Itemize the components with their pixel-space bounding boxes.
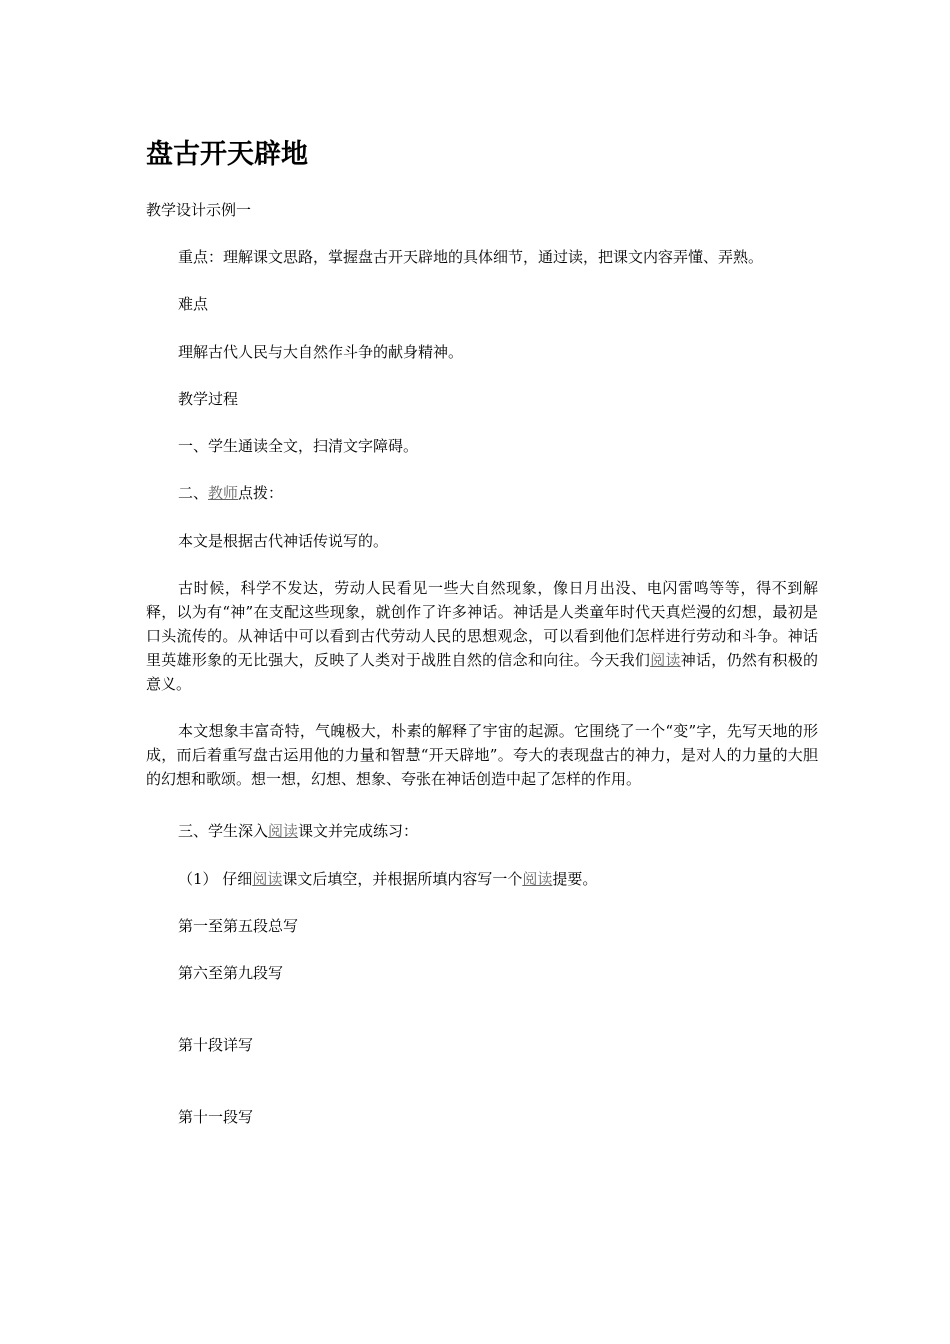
paragraph-1-text: 古时候，科学不发达，劳动人民看见一些大自然现象，像日月出没、电闪雷鸣等等，得不到解释，以为有“神”在支配这些现象，就创作了许多神话。神话是人类童年时代天真烂漫的幻想，最初是口头流传的。从神话中可以看到古代劳动人民的思想观念，可以看到他们怎样进行劳动和斗争。神话里英雄形象的无比强大，反映了人类对于战胜自然的信念和向往。今天我们 <box>146 579 818 669</box>
step-2-suffix: 点拨： <box>238 484 284 502</box>
reading-link[interactable]: 阅读 <box>650 651 681 669</box>
key-point: 重点：理解课文思路，掌握盘古开天辟地的具体细节，通过读，把课文内容弄懂、弄熟。 <box>178 248 764 266</box>
step-2 <box>178 481 283 505</box>
segment-3: 第十段详写 <box>178 1036 254 1054</box>
segment-2: 第六至第九段写 <box>178 964 284 982</box>
difficulty-heading: 难点 <box>178 295 209 313</box>
paragraph-text-analysis: 本文想象丰富奇特，气魄极大，朴素的解释了宇宙的起源。它围绕了一个“变”字，先写天地的形成，而后着重写盘古运用他的力量和智慧“开天辟地”。夸大的表现盘古的神力，是对人的力量的大胆的幻想和歌颂。想一想，幻想、想象、夸张在神话创造中起了怎样的作用。 <box>146 722 818 788</box>
exercise-1-mid: 课文后填空，并根据所填内容写一个 <box>282 870 523 888</box>
step-2-prefix: 二、 <box>178 484 209 502</box>
reading-link[interactable]: 阅读 <box>522 870 553 888</box>
step-3-suffix: 课文并完成练习： <box>298 822 419 840</box>
exercise-1-prefix: （1） 仔细 <box>178 870 253 888</box>
step-3 <box>178 819 418 843</box>
segment-4: 第十一段写 <box>178 1108 254 1126</box>
exercise-1-suffix: 提要。 <box>552 870 598 888</box>
process-heading: 教学过程 <box>178 390 239 408</box>
segment-1: 第一至第五段总写 <box>178 917 299 935</box>
paragraph-myth-background <box>146 576 818 696</box>
intro-line: 本文是根据古代神话传说写的。 <box>178 532 389 550</box>
reading-link[interactable]: 阅读 <box>252 870 283 888</box>
reading-link[interactable]: 阅读 <box>268 822 299 840</box>
subtitle: 教学设计示例一 <box>146 201 252 219</box>
teacher-link[interactable]: 教师 <box>208 484 239 502</box>
exercise-1 <box>178 867 597 891</box>
step-3-prefix: 三、学生深入 <box>178 822 269 840</box>
page-title: 盘古开天辟地 <box>146 139 308 170</box>
difficulty-text: 理解古代人民与大自然作斗争的献身精神。 <box>178 343 464 361</box>
step-1: 一、学生通读全文，扫清文字障碍。 <box>178 437 419 455</box>
paragraph-1-end: 神话，仍然有积极的意义。 <box>146 651 818 693</box>
